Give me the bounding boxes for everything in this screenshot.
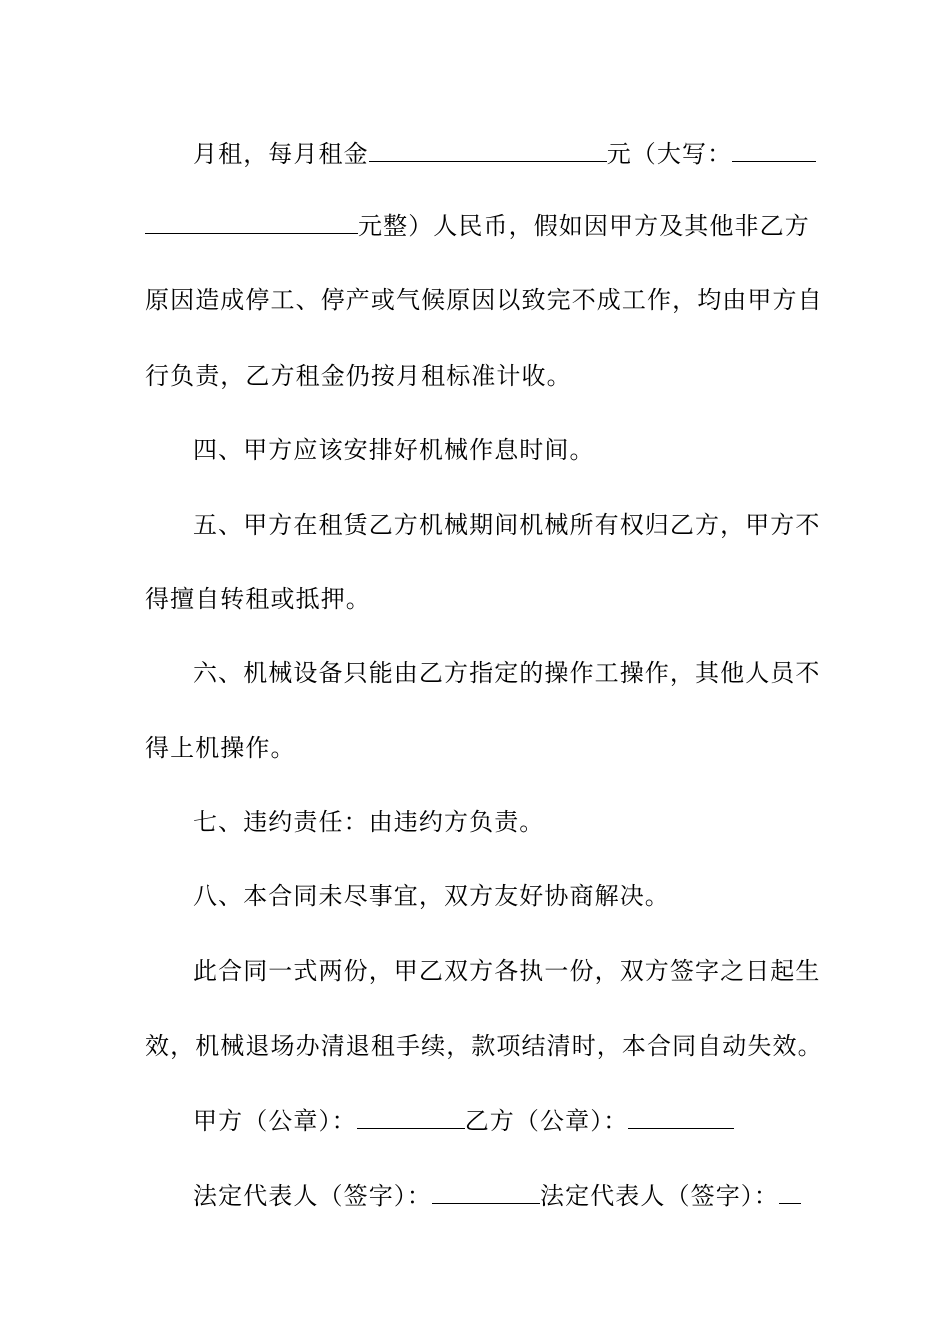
rent-uppercase-label: 元（大写：: [606, 140, 733, 168]
party-b-seal-blank: [628, 1106, 734, 1129]
rent-amount-label: 月租，每月租金: [193, 140, 369, 168]
clause-text: 六、机械设备只能由乙方指定的操作工操作，其他人员不: [193, 659, 821, 687]
clause-text: 八、本合同未尽事宜，双方友好协商解决。: [193, 882, 670, 910]
clause-text: 此合同一式两份，甲乙双方各执一份，双方签字之日起生: [193, 957, 821, 985]
rent-uppercase-blank: [732, 139, 816, 162]
seal-line: [193, 1106, 807, 1136]
clause-6: [193, 658, 821, 688]
paragraph-text: 行负责，乙方租金仍按月租标准计收。: [145, 362, 572, 390]
clause-8: [193, 881, 807, 911]
clause-4: [193, 435, 807, 465]
party-b-rep-blank: [779, 1181, 801, 1204]
rent-amount-line: [193, 139, 807, 169]
signature-line: [193, 1181, 807, 1211]
paragraph-text: 得上机操作。: [145, 734, 296, 762]
rent-continuation-text: 元整）人民币，假如因甲方及其他非乙方: [358, 212, 810, 240]
paragraph-line: [145, 361, 807, 391]
paragraph-line: [145, 285, 823, 315]
paragraph-text: 效，机械退场办清退租手续，款项结清时，本合同自动失效。: [145, 1032, 823, 1060]
clause-text: 五、甲方在租赁乙方机械期间机械所有权归乙方，甲方不: [193, 511, 821, 539]
paragraph-line: [145, 584, 807, 614]
paragraph-text: 得擅自转租或抵押。: [145, 585, 371, 613]
clause-text: 四、甲方应该安排好机械作息时间。: [193, 436, 595, 464]
validity-clause: [193, 956, 821, 986]
paragraph-line: [145, 733, 807, 763]
paragraph-text: 原因造成停工、停产或气候原因以致完不成工作，均由甲方自: [145, 286, 823, 314]
clause-7: [193, 807, 807, 837]
rent-continuation-line: [145, 211, 810, 241]
party-b-seal-label: 乙方（公章）：: [464, 1107, 629, 1135]
paragraph-line: [145, 1031, 823, 1061]
clause-text: 七、违约责任：由违约方负责。: [193, 808, 545, 836]
party-a-rep-blank: [432, 1181, 540, 1204]
clause-5: [193, 510, 821, 540]
party-b-rep-label: 法定代表人（签字）：: [540, 1182, 779, 1210]
party-a-rep-label: 法定代表人（签字）：: [193, 1182, 432, 1210]
rent-uppercase-blank-cont: [145, 211, 358, 234]
party-a-seal-blank: [357, 1106, 465, 1129]
party-a-seal-label: 甲方（公章）：: [193, 1107, 357, 1135]
rent-amount-blank: [369, 139, 607, 162]
